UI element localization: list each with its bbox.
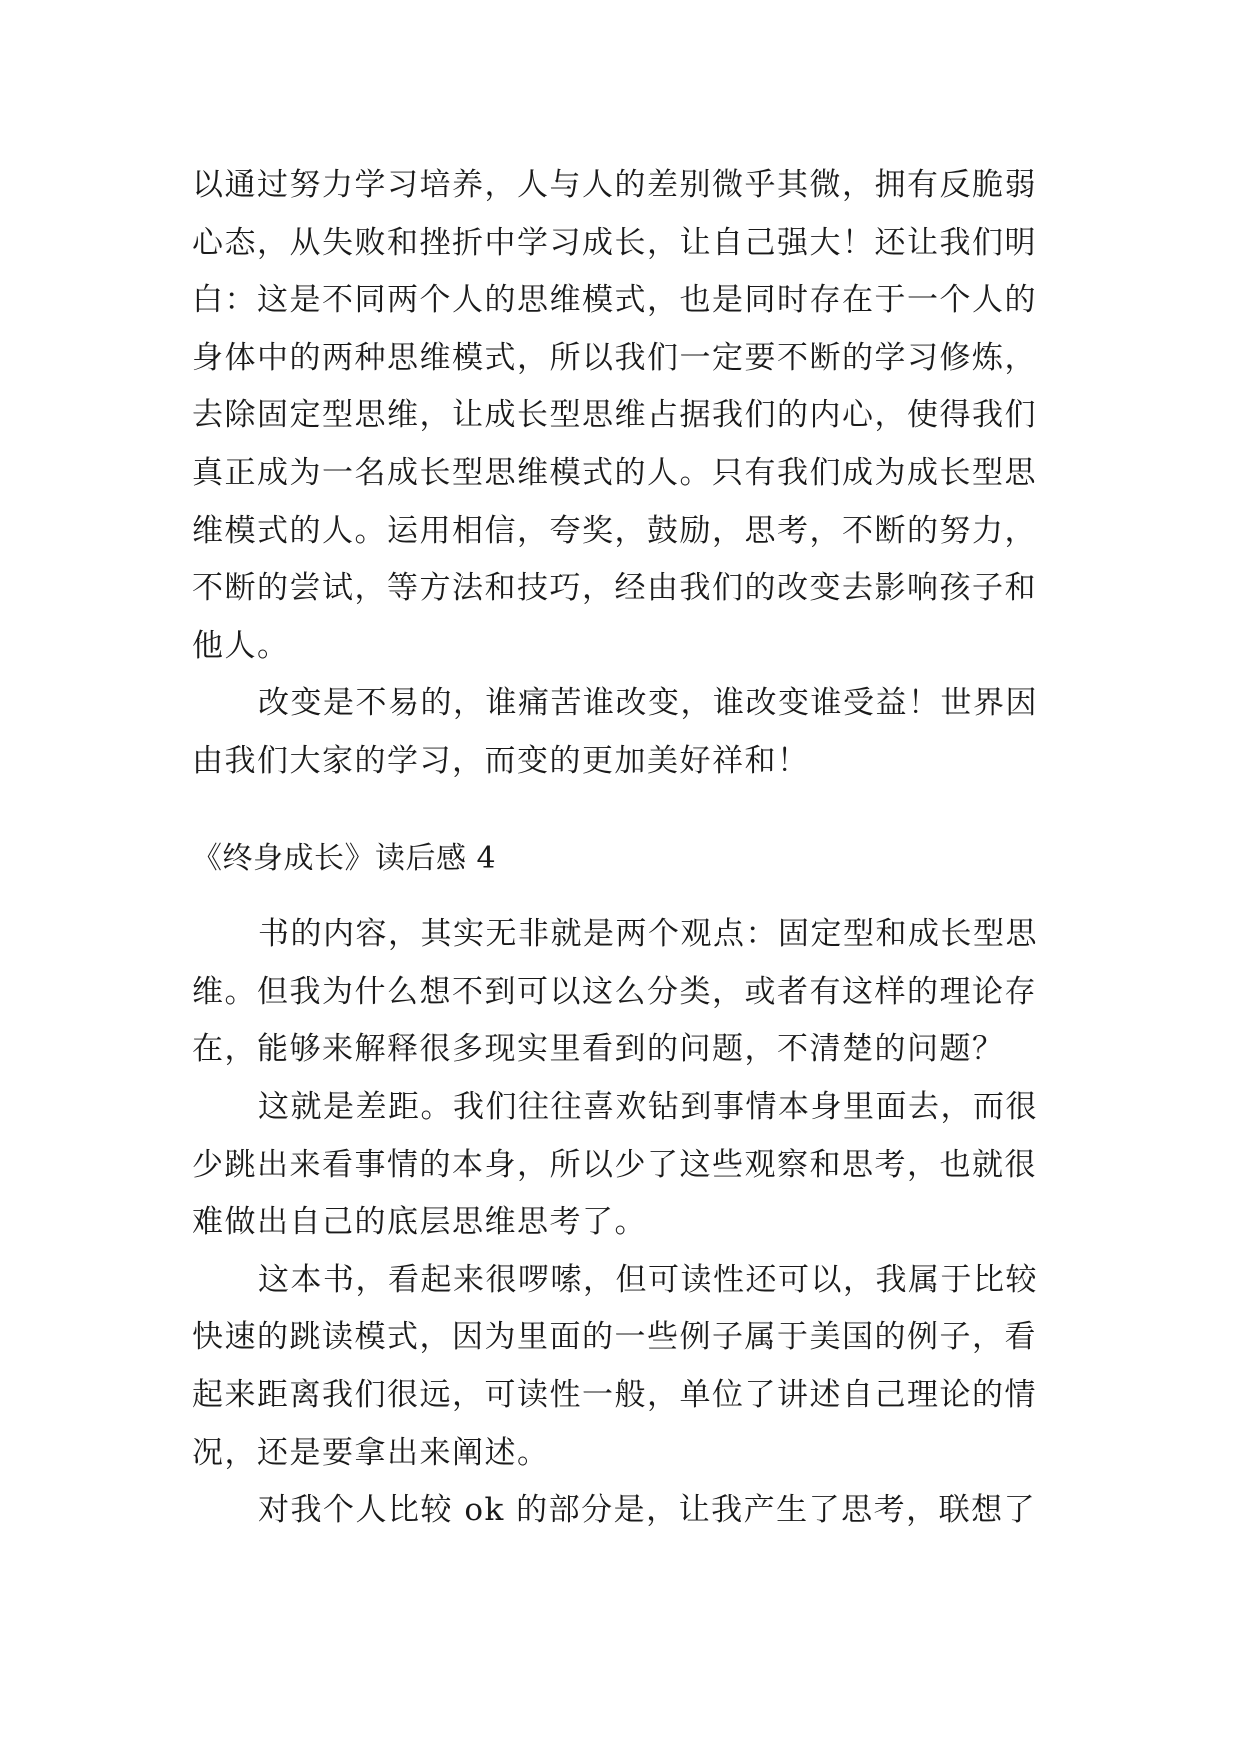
- body-text-line: 少跳出来看事情的本身，所以少了这些观察和思考，也就很: [192, 1147, 1037, 1183]
- body-text-line: 心态，从失败和挫折中学习成长，让自己强大！还让我们明: [192, 225, 1037, 261]
- section-title: 《终身成长》读后感 4: [192, 841, 497, 876]
- body-text-line: 对我个人比较 ok 的部分是，让我产生了思考，联想了: [258, 1492, 1037, 1528]
- body-text-line: 白：这是不同两个人的思维模式，也是同时存在于一个人的: [192, 282, 1037, 318]
- body-text-line: 真正成为一名成长型思维模式的人。只有我们成为成长型思: [192, 455, 1037, 491]
- body-text-line: 改变是不易的，谁痛苦谁改变，谁改变谁受益！世界因: [258, 685, 1038, 721]
- body-text-line: 书的内容，其实无非就是两个观点：固定型和成长型思: [258, 916, 1038, 952]
- body-text-line: 由我们大家的学习，而变的更加美好祥和！: [192, 743, 810, 779]
- body-text-line: 这本书，看起来很啰嗦，但可读性还可以，我属于比较: [258, 1262, 1038, 1298]
- body-text-line: 以通过努力学习培养，人与人的差别微乎其微，拥有反脆弱: [192, 167, 1037, 203]
- body-text-line: 去除固定型思维，让成长型思维占据我们的内心，使得我们: [192, 397, 1037, 433]
- body-text-line: 起来距离我们很远，可读性一般，单位了讲述自己理论的情: [192, 1377, 1037, 1413]
- body-text-line: 况，还是要拿出来阐述。: [192, 1435, 550, 1471]
- body-text-line: 他人。: [192, 628, 290, 664]
- body-text-line: 维模式的人。运用相信，夸奖，鼓励，思考，不断的努力，: [192, 513, 1037, 549]
- body-text-line: 身体中的两种思维模式，所以我们一定要不断的学习修炼，: [192, 340, 1037, 376]
- body-text-line: 维。但我为什么想不到可以这么分类，或者有这样的理论存: [192, 974, 1037, 1010]
- body-text-line: 这就是差距。我们往往喜欢钻到事情本身里面去，而很: [258, 1089, 1038, 1125]
- body-text-line: 难做出自己的底层思维思考了。: [192, 1204, 647, 1240]
- body-text-line: 快速的跳读模式，因为里面的一些例子属于美国的例子，看: [192, 1319, 1037, 1355]
- body-text-line: 不断的尝试，等方法和技巧，经由我们的改变去影响孩子和: [192, 570, 1037, 606]
- body-text-line: 在，能够来解释很多现实里看到的问题，不清楚的问题？: [192, 1031, 1005, 1067]
